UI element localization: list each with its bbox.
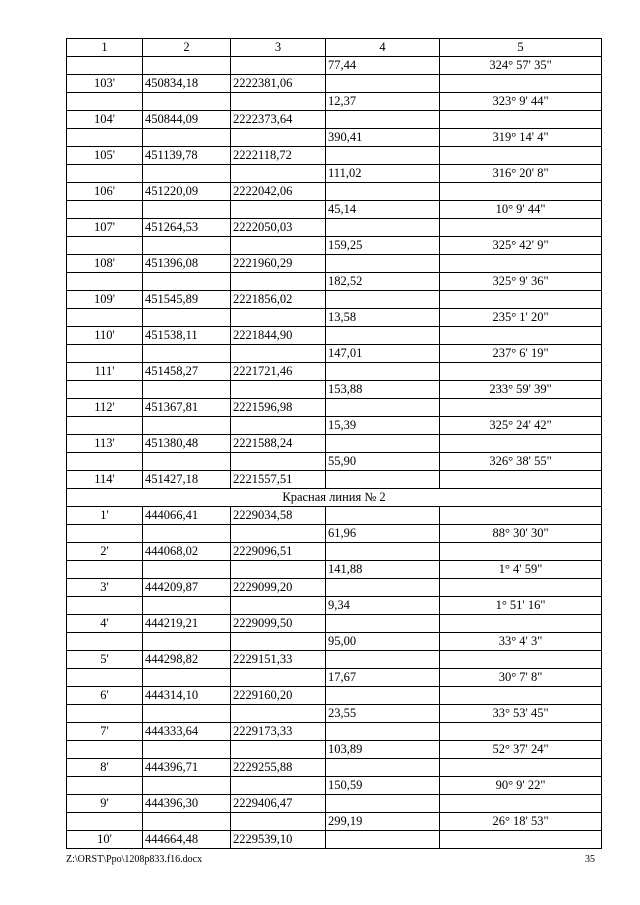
empty-cell [143, 453, 231, 471]
empty-cell [326, 579, 440, 597]
coordinate-x: 451264,53 [143, 219, 231, 237]
empty-cell [231, 165, 326, 183]
empty-cell [143, 345, 231, 363]
segment-row [67, 201, 602, 219]
point-row [67, 759, 602, 777]
empty-cell [231, 345, 326, 363]
empty-cell [231, 129, 326, 147]
empty-cell [440, 435, 602, 453]
empty-cell [326, 651, 440, 669]
point-row [67, 219, 602, 237]
segment-row [67, 345, 602, 363]
point-number: 4' [67, 615, 143, 633]
segment-length: 153,88 [326, 381, 440, 399]
coordinate-x: 444664,48 [143, 831, 231, 849]
direction-angle: 33° 53' 45" [440, 705, 602, 723]
section-header-row [67, 489, 602, 507]
empty-cell [143, 201, 231, 219]
footer-file-path: Z:\ORST\Ppo\1208p833.f16.docx [66, 854, 203, 865]
point-row [67, 255, 602, 273]
coordinate-y: 2222118,72 [231, 147, 326, 165]
coordinate-x: 451545,89 [143, 291, 231, 309]
empty-cell [67, 633, 143, 651]
direction-angle: 1° 4' 59" [440, 561, 602, 579]
empty-cell [231, 741, 326, 759]
point-number: 109' [67, 291, 143, 309]
empty-cell [231, 273, 326, 291]
empty-cell [143, 165, 231, 183]
empty-cell [67, 165, 143, 183]
coordinate-y: 2221596,98 [231, 399, 326, 417]
point-number: 114' [67, 471, 143, 489]
segment-length: 15,39 [326, 417, 440, 435]
empty-cell [67, 561, 143, 579]
empty-cell [231, 777, 326, 795]
empty-cell [143, 705, 231, 723]
coordinate-y: 2229099,50 [231, 615, 326, 633]
point-number: 108' [67, 255, 143, 273]
segment-length: 17,67 [326, 669, 440, 687]
segment-length: 147,01 [326, 345, 440, 363]
point-row [67, 147, 602, 165]
point-number: 6' [67, 687, 143, 705]
direction-angle: 325° 24' 42" [440, 417, 602, 435]
point-row [67, 579, 602, 597]
empty-cell [440, 327, 602, 345]
segment-row [67, 597, 602, 615]
empty-cell [67, 381, 143, 399]
direction-angle: 325° 9' 36" [440, 273, 602, 291]
point-row [67, 723, 602, 741]
point-row [67, 183, 602, 201]
point-row [67, 363, 602, 381]
point-number: 1' [67, 507, 143, 525]
segment-row [67, 741, 602, 759]
point-row [67, 111, 602, 129]
coordinate-y: 2221588,24 [231, 435, 326, 453]
empty-cell [326, 327, 440, 345]
empty-cell [326, 255, 440, 273]
coordinate-x: 451396,08 [143, 255, 231, 273]
coordinate-y: 2221844,90 [231, 327, 326, 345]
empty-cell [67, 705, 143, 723]
empty-cell [326, 507, 440, 525]
coordinate-y: 2222050,03 [231, 219, 326, 237]
empty-cell [440, 759, 602, 777]
direction-angle: 237° 6' 19" [440, 345, 602, 363]
point-number: 8' [67, 759, 143, 777]
empty-cell [231, 201, 326, 219]
coordinate-x: 450834,18 [143, 75, 231, 93]
empty-cell [67, 273, 143, 291]
segment-row [67, 309, 602, 327]
direction-angle: 33° 4' 3" [440, 633, 602, 651]
empty-cell [143, 741, 231, 759]
empty-cell [143, 381, 231, 399]
segment-row [67, 453, 602, 471]
empty-cell [231, 561, 326, 579]
segment-row [67, 57, 602, 75]
direction-angle: 319° 14' 4" [440, 129, 602, 147]
coordinate-x: 444066,41 [143, 507, 231, 525]
header-cell-2: 2 [143, 39, 231, 57]
point-row [67, 471, 602, 489]
empty-cell [231, 525, 326, 543]
segment-length: 95,00 [326, 633, 440, 651]
empty-cell [326, 399, 440, 417]
coordinate-y: 2229096,51 [231, 543, 326, 561]
coordinate-x: 451367,81 [143, 399, 231, 417]
point-number: 104' [67, 111, 143, 129]
empty-cell [440, 723, 602, 741]
segment-length: 61,96 [326, 525, 440, 543]
point-number: 110' [67, 327, 143, 345]
direction-angle: 88° 30' 30" [440, 525, 602, 543]
empty-cell [143, 669, 231, 687]
segment-length: 77,44 [326, 57, 440, 75]
segment-length: 390,41 [326, 129, 440, 147]
empty-cell [67, 597, 143, 615]
segment-row [67, 165, 602, 183]
segment-row [67, 93, 602, 111]
coordinate-y: 2221557,51 [231, 471, 326, 489]
coordinate-x: 451139,78 [143, 147, 231, 165]
point-row [67, 651, 602, 669]
segment-row [67, 417, 602, 435]
coordinate-y: 2221856,02 [231, 291, 326, 309]
empty-cell [326, 291, 440, 309]
point-row [67, 75, 602, 93]
empty-cell [326, 687, 440, 705]
empty-cell [231, 633, 326, 651]
empty-cell [67, 57, 143, 75]
empty-cell [326, 435, 440, 453]
segment-length: 12,37 [326, 93, 440, 111]
section-title: Красная линия № 2 [67, 489, 602, 507]
direction-angle: 325° 42' 9" [440, 237, 602, 255]
empty-cell [231, 669, 326, 687]
direction-angle: 326° 38' 55" [440, 453, 602, 471]
empty-cell [67, 345, 143, 363]
point-number: 106' [67, 183, 143, 201]
empty-cell [143, 777, 231, 795]
empty-cell [67, 453, 143, 471]
direction-angle: 323° 9' 44" [440, 93, 602, 111]
empty-cell [231, 57, 326, 75]
segment-row [67, 705, 602, 723]
coordinate-x: 451458,27 [143, 363, 231, 381]
empty-cell [143, 633, 231, 651]
empty-cell [326, 723, 440, 741]
point-number: 9' [67, 795, 143, 813]
empty-cell [440, 363, 602, 381]
point-row [67, 615, 602, 633]
segment-length: 150,59 [326, 777, 440, 795]
segment-row [67, 237, 602, 255]
empty-cell [231, 813, 326, 831]
empty-cell [326, 75, 440, 93]
segment-length: 45,14 [326, 201, 440, 219]
segment-row [67, 813, 602, 831]
segment-row [67, 381, 602, 399]
coordinate-x: 451538,11 [143, 327, 231, 345]
coordinate-y: 2222042,06 [231, 183, 326, 201]
header-row [67, 39, 602, 57]
empty-cell [67, 741, 143, 759]
segment-row [67, 129, 602, 147]
empty-cell [67, 129, 143, 147]
segment-length: 299,19 [326, 813, 440, 831]
coordinate-x: 444209,87 [143, 579, 231, 597]
point-number: 7' [67, 723, 143, 741]
coordinates-table-body [67, 39, 602, 849]
point-row [67, 831, 602, 849]
empty-cell [143, 93, 231, 111]
empty-cell [67, 237, 143, 255]
coordinate-x: 444314,10 [143, 687, 231, 705]
empty-cell [67, 201, 143, 219]
empty-cell [67, 93, 143, 111]
direction-angle: 52° 37' 24" [440, 741, 602, 759]
direction-angle: 235° 1' 20" [440, 309, 602, 327]
point-number: 107' [67, 219, 143, 237]
point-row [67, 291, 602, 309]
segment-row [67, 777, 602, 795]
empty-cell [143, 237, 231, 255]
empty-cell [231, 381, 326, 399]
empty-cell [440, 291, 602, 309]
empty-cell [326, 795, 440, 813]
empty-cell [231, 417, 326, 435]
direction-angle: 10° 9' 44" [440, 201, 602, 219]
segment-length: 141,88 [326, 561, 440, 579]
coordinate-y: 2229173,33 [231, 723, 326, 741]
segment-length: 103,89 [326, 741, 440, 759]
coordinate-x: 444298,82 [143, 651, 231, 669]
segment-length: 13,58 [326, 309, 440, 327]
empty-cell [143, 597, 231, 615]
point-number: 5' [67, 651, 143, 669]
empty-cell [326, 543, 440, 561]
empty-cell [326, 147, 440, 165]
empty-cell [143, 417, 231, 435]
empty-cell [440, 111, 602, 129]
empty-cell [67, 777, 143, 795]
empty-cell [440, 507, 602, 525]
segment-length: 23,55 [326, 705, 440, 723]
header-cell-4: 4 [326, 39, 440, 57]
header-cell-1: 1 [67, 39, 143, 57]
coordinate-y: 2221960,29 [231, 255, 326, 273]
direction-angle: 26° 18' 53" [440, 813, 602, 831]
empty-cell [440, 651, 602, 669]
empty-cell [440, 543, 602, 561]
segment-length: 55,90 [326, 453, 440, 471]
segment-row [67, 633, 602, 651]
empty-cell [440, 831, 602, 849]
segment-row [67, 525, 602, 543]
empty-cell [440, 75, 602, 93]
footer-page-number: 35 [585, 854, 595, 865]
header-cell-5: 5 [440, 39, 602, 57]
empty-cell [440, 471, 602, 489]
empty-cell [143, 273, 231, 291]
point-number: 10' [67, 831, 143, 849]
empty-cell [326, 615, 440, 633]
empty-cell [231, 309, 326, 327]
empty-cell [440, 183, 602, 201]
empty-cell [440, 255, 602, 273]
empty-cell [67, 525, 143, 543]
direction-angle: 30° 7' 8" [440, 669, 602, 687]
point-row [67, 543, 602, 561]
coordinate-y: 2229099,20 [231, 579, 326, 597]
direction-angle: 324° 57' 35" [440, 57, 602, 75]
coordinate-x: 451220,09 [143, 183, 231, 201]
point-row [67, 399, 602, 417]
coordinate-y: 2229151,33 [231, 651, 326, 669]
coordinate-y: 2229255,88 [231, 759, 326, 777]
coordinate-x: 444333,64 [143, 723, 231, 741]
empty-cell [440, 147, 602, 165]
coordinate-y: 2222373,64 [231, 111, 326, 129]
empty-cell [143, 813, 231, 831]
empty-cell [326, 831, 440, 849]
point-row [67, 327, 602, 345]
coordinate-y: 2229539,10 [231, 831, 326, 849]
empty-cell [143, 525, 231, 543]
segment-length: 182,52 [326, 273, 440, 291]
empty-cell [67, 417, 143, 435]
empty-cell [231, 597, 326, 615]
empty-cell [143, 57, 231, 75]
segment-length: 159,25 [326, 237, 440, 255]
empty-cell [231, 237, 326, 255]
segment-row [67, 561, 602, 579]
coordinate-x: 444396,71 [143, 759, 231, 777]
empty-cell [67, 669, 143, 687]
coordinate-x: 450844,09 [143, 111, 231, 129]
empty-cell [440, 219, 602, 237]
point-row [67, 435, 602, 453]
coordinate-x: 444396,30 [143, 795, 231, 813]
empty-cell [326, 219, 440, 237]
empty-cell [143, 561, 231, 579]
point-row [67, 687, 602, 705]
segment-length: 111,02 [326, 165, 440, 183]
segment-row [67, 669, 602, 687]
point-number: 2' [67, 543, 143, 561]
point-number: 3' [67, 579, 143, 597]
coordinate-x: 451380,48 [143, 435, 231, 453]
empty-cell [143, 129, 231, 147]
empty-cell [440, 687, 602, 705]
empty-cell [231, 93, 326, 111]
empty-cell [440, 399, 602, 417]
segment-row [67, 273, 602, 291]
empty-cell [67, 813, 143, 831]
direction-angle: 233° 59' 39" [440, 381, 602, 399]
point-number: 103' [67, 75, 143, 93]
point-number: 105' [67, 147, 143, 165]
coordinate-y: 2229160,20 [231, 687, 326, 705]
coordinate-y: 2221721,46 [231, 363, 326, 381]
point-row [67, 795, 602, 813]
segment-length: 9,34 [326, 597, 440, 615]
empty-cell [326, 111, 440, 129]
coordinate-x: 444219,21 [143, 615, 231, 633]
direction-angle: 1° 51' 16" [440, 597, 602, 615]
empty-cell [440, 795, 602, 813]
empty-cell [67, 309, 143, 327]
coordinate-y: 2229034,58 [231, 507, 326, 525]
header-cell-3: 3 [231, 39, 326, 57]
coordinate-y: 2222381,06 [231, 75, 326, 93]
point-row [67, 507, 602, 525]
point-number: 113' [67, 435, 143, 453]
coordinate-y: 2229406,47 [231, 795, 326, 813]
empty-cell [440, 579, 602, 597]
point-number: 111' [67, 363, 143, 381]
empty-cell [231, 453, 326, 471]
empty-cell [326, 363, 440, 381]
empty-cell [326, 183, 440, 201]
coordinates-table [66, 38, 602, 849]
empty-cell [231, 705, 326, 723]
empty-cell [326, 471, 440, 489]
coordinate-x: 451427,18 [143, 471, 231, 489]
direction-angle: 90° 9' 22" [440, 777, 602, 795]
direction-angle: 316° 20' 8" [440, 165, 602, 183]
point-number: 112' [67, 399, 143, 417]
coordinate-x: 444068,02 [143, 543, 231, 561]
empty-cell [143, 309, 231, 327]
empty-cell [326, 759, 440, 777]
empty-cell [440, 615, 602, 633]
